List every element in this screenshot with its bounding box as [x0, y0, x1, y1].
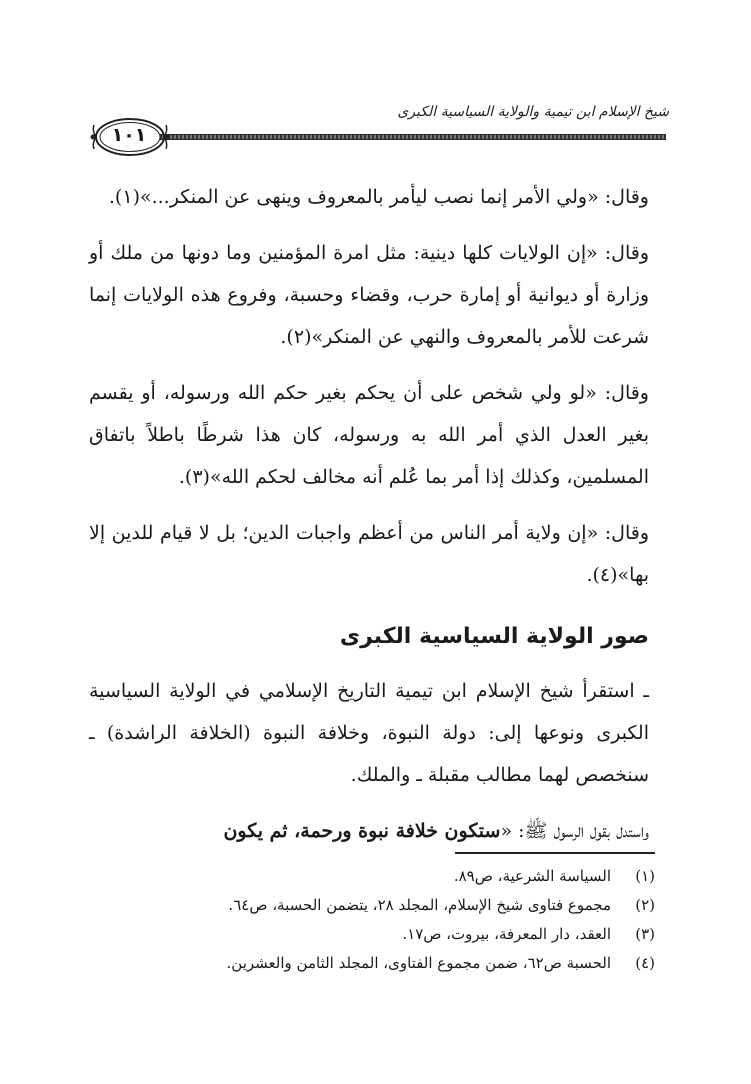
footnote-number: (٢) [635, 896, 655, 914]
paragraph-6-bold-quote: ستكون خلافة نبوة ورحمة، ثم يكون [223, 820, 501, 842]
running-title: شيخ الإسلام ابن تيمية والولاية السياسية الكبرى [397, 104, 669, 120]
footnote-text: مجموع فتاوى شيخ الإسلام، المجلد ٢٨، يتضمن الحسبة، ص٦٤. [228, 896, 611, 914]
footnote-text: الحسبة ص٦٢، ضمن مجموع الفتاوى، المجلد الثامن والعشرين. [226, 954, 611, 972]
paragraph-1: وقال: «ولي الأمر إنما نصب ليأمر بالمعروف وينهى عن المنكر...»(١). [108, 186, 649, 208]
section-heading: صور الولاية السياسية الكبرى [339, 624, 649, 649]
header-rule [160, 134, 666, 140]
footnote-number: (٤) [635, 954, 655, 972]
footnote-number: (١) [635, 867, 655, 885]
footnotes [85, 862, 655, 978]
main-text [89, 176, 649, 866]
paragraph-5: ـ استقرأ شيخ الإسلام ابن تيمية التاريخ الإسلامي في الولاية السياسية الكبرى ونوعها إلى: دولة النبوة، وخلافة النبوة (الخلافة الراشدة) ـ سنخصص لهما مطالب مقبلة ـ والملك. [89, 680, 649, 786]
page-number: ١٠١ [111, 124, 147, 146]
paragraph-6-lead: واستدل بقول الرسول ﷺ: « [500, 820, 649, 842]
footnote-text: السياسة الشرعية، ص٨٩. [453, 867, 611, 885]
footnote-number: (٣) [635, 925, 655, 943]
footnote-item [85, 920, 655, 949]
footnote-item [85, 862, 655, 891]
paragraph-3: وقال: «لو ولي شخص على أن يحكم بغير حكم الله ورسوله، أو يقسم بغير العدل الذي أمر الله به ورسوله، كان هذا شرطًا باطلاً باتفاق المسلمين، وكذلك إذا أمر بما عُلم أنه مخالف لحكم الله»(٣). [89, 382, 649, 488]
footnote-item [85, 891, 655, 920]
paragraph-4: وقال: «إن ولاية أمر الناس من أعظم واجبات الدين؛ بل لا قيام للدين إلا بها»(٤). [89, 522, 649, 586]
footnote-text: العقد، دار المعرفة، بيروت، ص١٧. [402, 925, 611, 943]
footnote-separator [455, 852, 655, 854]
paragraph-6 [89, 810, 649, 852]
footnote-item [85, 949, 655, 978]
paragraph-2: وقال: «إن الولايات كلها دينية: مثل امرة المؤمنين وما دونها من ملك أو وزارة أو ديوانية أو إمارة حرب، وقضاء وحسبة، وفروع هذه الولايات إنما شرعت للأمر بالمعروف والنهي عن المنكر»(٢). [89, 242, 649, 348]
